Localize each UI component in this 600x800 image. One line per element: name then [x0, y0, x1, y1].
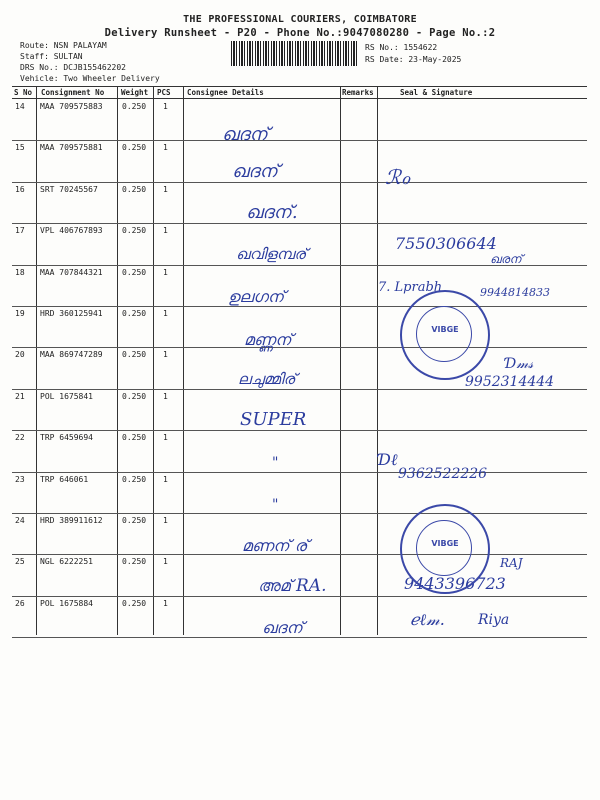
row-pcs: 1	[163, 433, 168, 443]
row-pcs: 1	[163, 391, 168, 401]
rs-date: RS Date: 23-May-2025	[365, 55, 462, 64]
row-sno: 25	[15, 557, 25, 567]
row-weight: 0.250	[122, 516, 147, 525]
row-consignment-no: MAA 869747289	[40, 350, 103, 360]
row-weight: 0.250	[122, 184, 147, 194]
row-weight: 0.250	[122, 433, 147, 443]
row-pcs: 1	[163, 102, 168, 111]
row-weight: 0.250	[122, 102, 147, 111]
row-pcs: 1	[163, 309, 168, 318]
ditto-mark: "	[272, 455, 279, 471]
handwritten-name: Riya	[478, 612, 510, 628]
handwritten-phone: 9944814833	[480, 286, 550, 299]
table-row-divider	[12, 306, 587, 307]
row-consignment-no: TRP 6459694	[40, 433, 93, 443]
row-consignment-no: HRD 360125941	[40, 309, 103, 318]
row-weight: 0.250	[122, 598, 147, 608]
row-consignment-no: POL 1675884	[40, 598, 93, 608]
row-consignment-no: SRT 70245567	[40, 184, 98, 194]
handwritten-super: SUPER	[240, 409, 307, 430]
row-weight: 0.250	[122, 557, 147, 567]
tamil-signature: ഖവിളമ്പര്	[236, 245, 307, 263]
row-consignment-no: MAA 707844321	[40, 267, 103, 277]
row-sno: 24	[15, 516, 25, 525]
row-weight: 0.250	[122, 226, 147, 236]
rs-number: RS No.: 1554622	[365, 43, 438, 52]
row-weight: 0.250	[122, 267, 147, 277]
drs-label: DRS No.: DCJB155462202	[20, 63, 126, 72]
tamil-signature: ഖദന്	[222, 124, 268, 145]
header-consignment: Consignment No	[41, 88, 105, 97]
row-pcs: 1	[163, 226, 168, 236]
header-remarks: Remarks	[342, 88, 374, 97]
signature-scribble: ℯℓ𝓂.	[410, 610, 445, 629]
company-seal-stamp	[400, 504, 490, 594]
row-weight: 0.250	[122, 350, 147, 360]
row-sno: 21	[15, 391, 25, 401]
header-weight: Weight	[121, 88, 149, 97]
column-divider	[36, 86, 37, 635]
table-row-divider	[12, 347, 587, 348]
handwritten-phone: 9952314444	[465, 374, 555, 390]
tamil-signature: അമ്	[258, 576, 292, 595]
row-weight: 0.250	[122, 391, 147, 401]
table-top-border	[12, 86, 587, 87]
signature-scribble: ℛℴ	[385, 165, 411, 189]
page-title: THE PROFESSIONAL COURIERS, COIMBATORE	[183, 14, 417, 25]
row-pcs: 1	[163, 516, 168, 525]
table-row-divider	[12, 430, 587, 431]
header-pcs: PCS	[157, 88, 171, 97]
table-row-divider	[12, 140, 587, 141]
row-sno: 23	[15, 474, 25, 484]
row-pcs: 1	[163, 143, 168, 153]
tamil-signature: ഉലഗന്	[228, 287, 285, 306]
signature-scribble: Ɗ𝓂𝓈	[505, 356, 534, 372]
row-weight: 0.250	[122, 143, 147, 153]
seal-inner-ring	[416, 520, 472, 576]
table-row-divider	[12, 223, 587, 224]
column-divider	[117, 86, 118, 635]
row-weight: 0.250	[122, 474, 147, 484]
row-pcs: 1	[163, 474, 168, 484]
header-seal: Seal & Signature	[400, 88, 473, 97]
column-divider	[153, 86, 154, 635]
table-row-divider	[12, 596, 587, 597]
row-pcs: 1	[163, 350, 168, 360]
row-sno: 19	[15, 309, 25, 318]
table-header-border	[12, 98, 587, 99]
table-row-divider	[12, 513, 587, 514]
row-sno: 15	[15, 143, 25, 153]
row-sno: 22	[15, 433, 25, 443]
tamil-signature: ഖരന്	[490, 252, 522, 266]
row-consignment-no: NGL 6222251	[40, 557, 93, 567]
row-consignment-no: POL 1675841	[40, 391, 93, 401]
runsheet-subtitle: Delivery Runsheet - P20 - Phone No.:9047080280 - Page No.:2	[104, 27, 496, 39]
seal-inner-ring	[416, 306, 472, 362]
row-sno: 26	[15, 598, 25, 608]
row-sno: 18	[15, 267, 25, 277]
tamil-signature: മണ്ണന്	[244, 330, 292, 349]
row-consignment-no: VPL 406767893	[40, 226, 103, 236]
staff-label: Staff: SULTAN	[20, 52, 83, 61]
row-weight: 0.250	[122, 309, 147, 318]
row-sno: 17	[15, 226, 25, 236]
row-pcs: 1	[163, 598, 168, 608]
company-seal-stamp	[400, 290, 490, 380]
header-sno: S No	[14, 88, 33, 97]
table-row-divider	[12, 182, 587, 183]
seal-text: VIBGE	[431, 325, 459, 334]
row-pcs: 1	[163, 184, 168, 194]
row-pcs: 1	[163, 557, 168, 567]
table-row-divider	[12, 472, 587, 473]
handwritten-phone: 7550306644	[395, 234, 497, 253]
handwritten-phone: 9362522226	[398, 466, 488, 482]
signature-scribble: 7. Lprabh	[378, 280, 443, 295]
row-consignment-no: MAA 709575883	[40, 102, 103, 111]
route-label: Route: NSN PALAYAM	[20, 41, 107, 50]
tamil-signature: ഖദന്	[262, 618, 303, 637]
tamil-signature: ഖദന്	[232, 161, 278, 182]
handwritten-phone: 9443396723	[404, 574, 506, 593]
row-consignment-no: MAA 709575881	[40, 143, 103, 153]
row-sno: 20	[15, 350, 25, 360]
tamil-signature: ഖദന്.	[246, 202, 298, 223]
tamil-signature: മണന് ര്	[242, 536, 308, 555]
row-consignment-no: HRD 389911612	[40, 516, 103, 525]
header-consignee: Consignee Details	[187, 88, 264, 97]
row-consignment-no: TRP 646061	[40, 474, 89, 484]
column-divider	[377, 86, 378, 635]
barcode-image	[231, 41, 359, 66]
column-divider	[340, 86, 341, 635]
seal-text: VIBGE	[431, 539, 459, 548]
tamil-signature: ലചുമ്മിര്	[238, 370, 296, 388]
row-sno: 16	[15, 184, 25, 194]
vehicle-label: Vehicle: Two Wheeler Delivery	[20, 74, 160, 83]
row-pcs: 1	[163, 267, 168, 277]
ditto-mark: "	[272, 497, 279, 513]
signature-scribble: Ɗℓ	[378, 450, 398, 469]
handwritten-raj: RAJ	[500, 556, 523, 570]
column-divider	[183, 86, 184, 635]
handwritten-ra: RA.	[296, 576, 327, 596]
row-sno: 14	[15, 102, 25, 111]
